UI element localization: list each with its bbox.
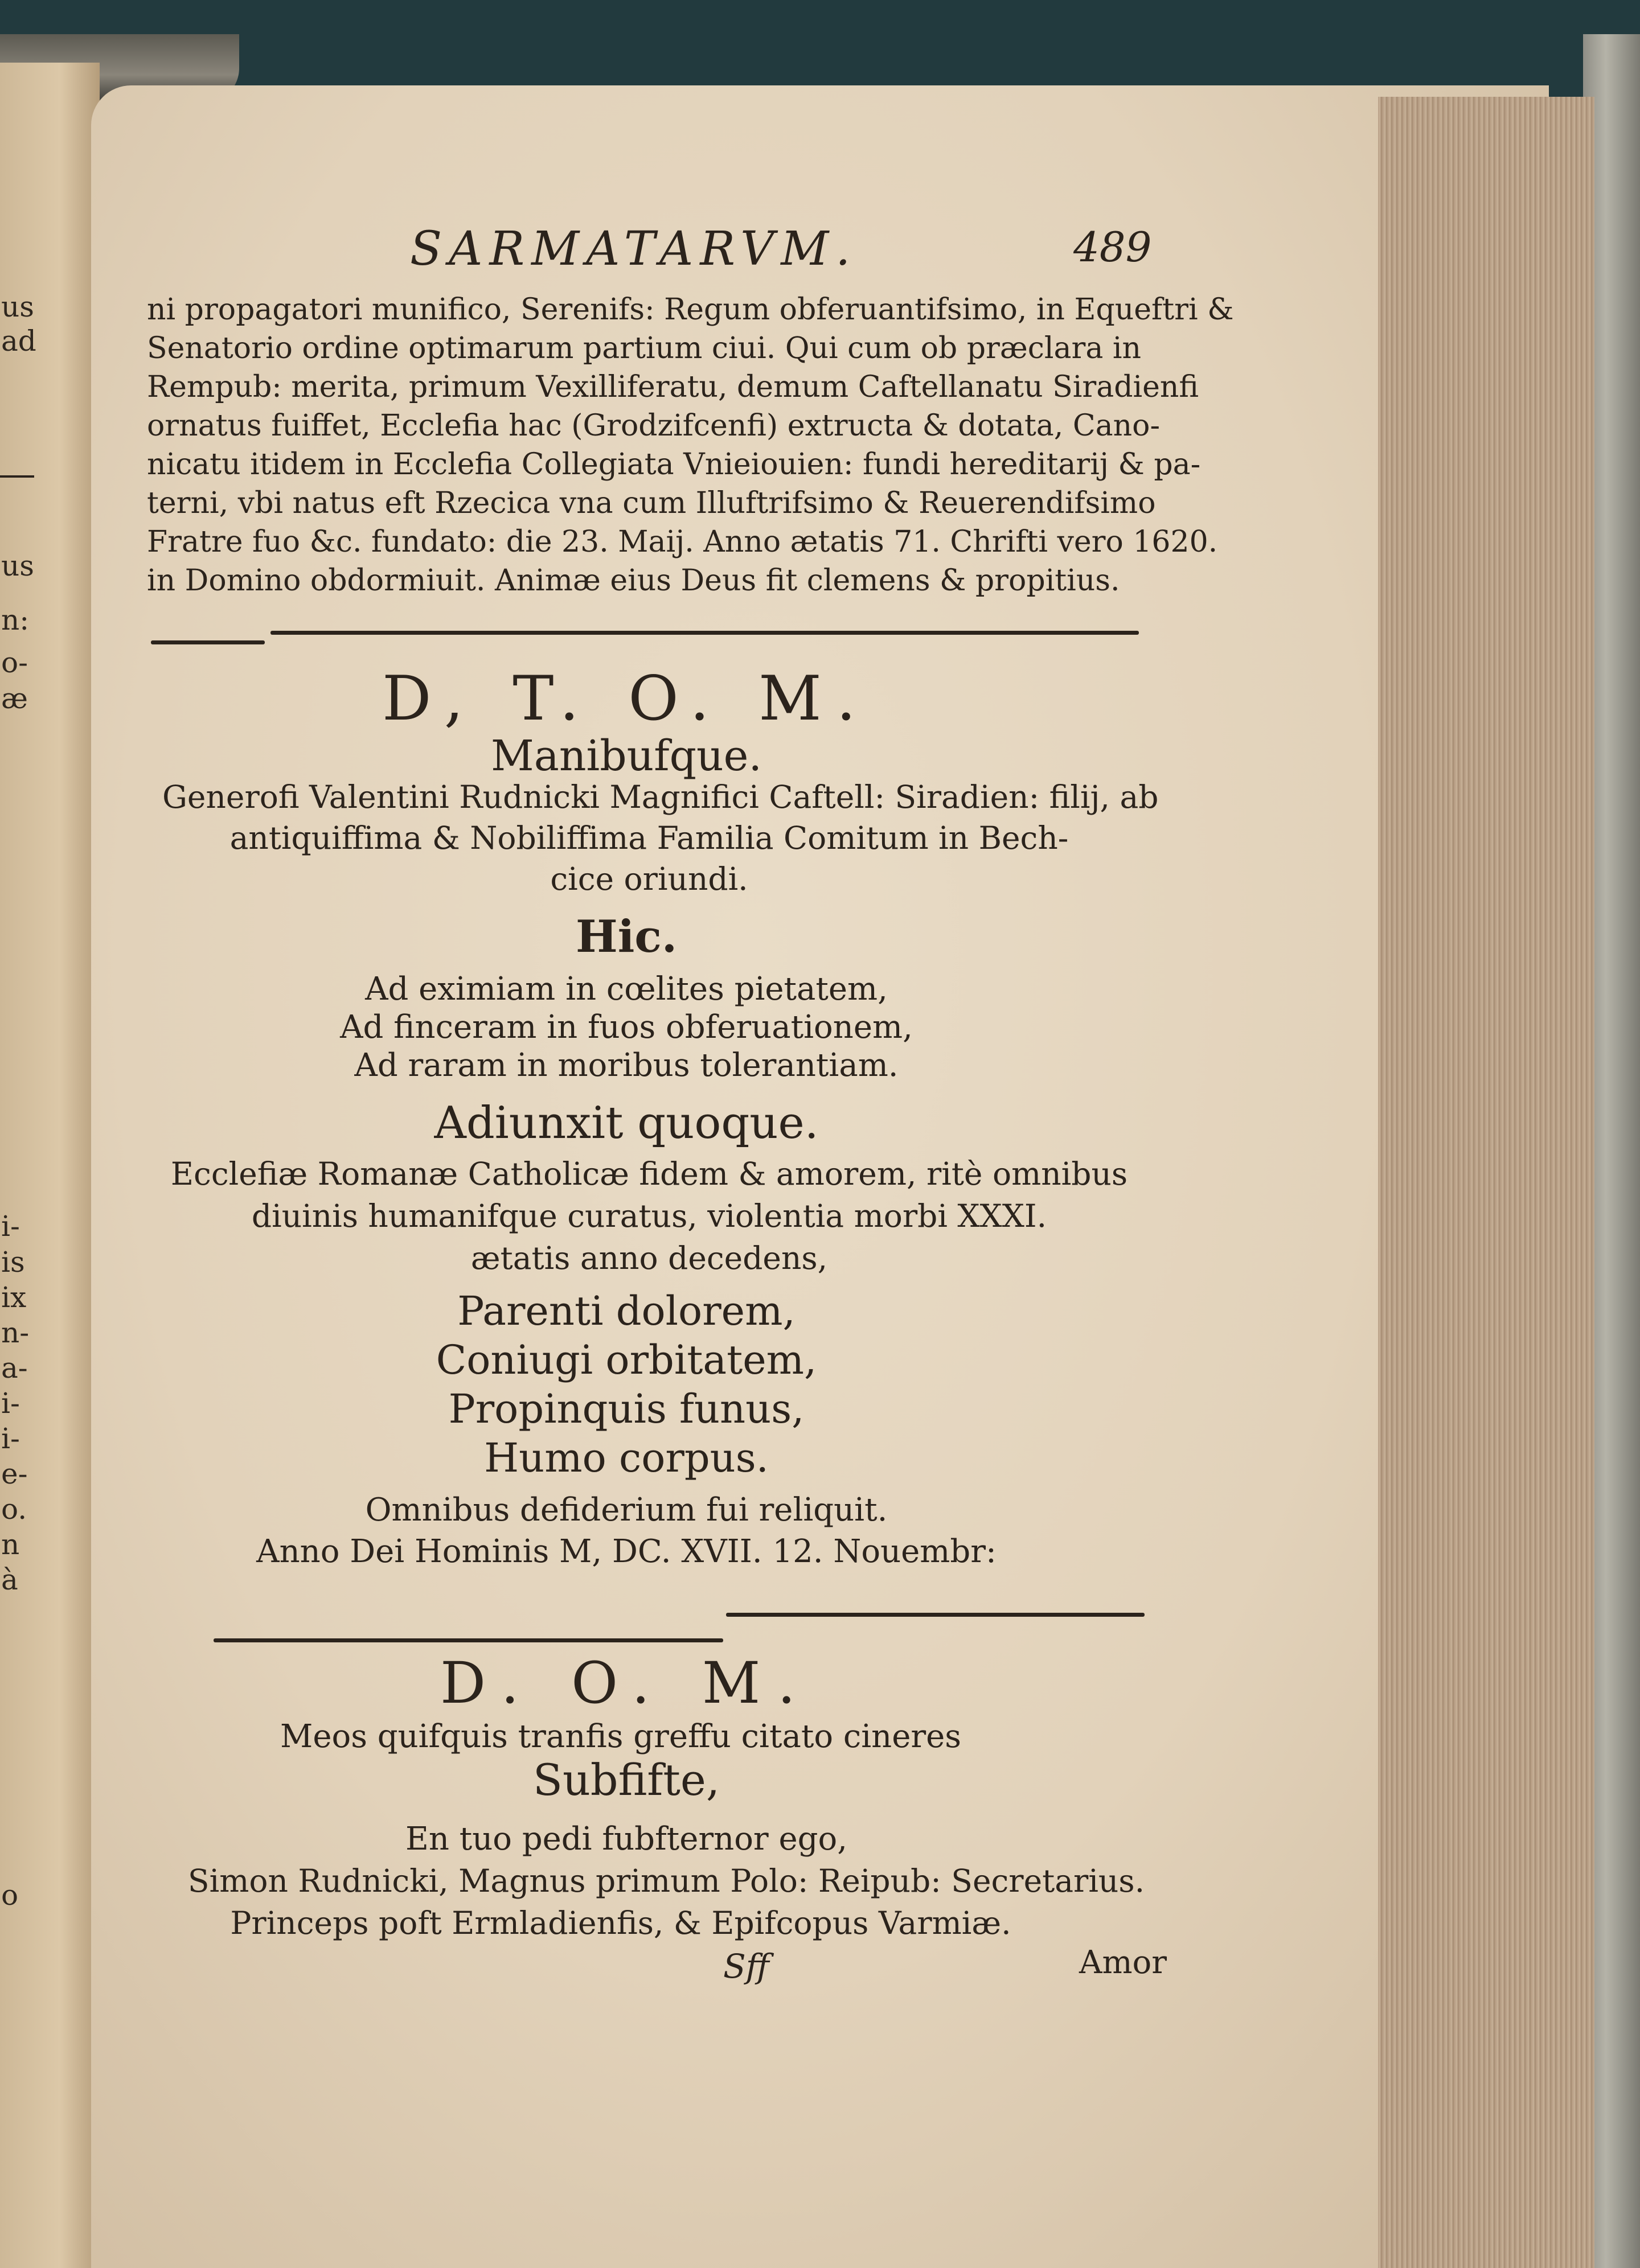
margin-fragment: us bbox=[1, 549, 34, 582]
paragraph-line: Rempub: merita, primum Vexilliferatu, demum Caftellanatu Siradienfi bbox=[147, 370, 1199, 404]
epitaph1-intro-line: antiquiffima & Nobiliffima Familia Comitum in Bech- bbox=[229, 820, 1069, 856]
section-rule bbox=[726, 1613, 1145, 1617]
page-fore-edge bbox=[1378, 97, 1594, 2268]
epitaph1-adiunxit: Adiunxit quoque. bbox=[434, 1098, 819, 1149]
epitaph1-body-line: Ecclefiæ Romanæ Catholicæ fidem & amorem, ritè omnibus bbox=[170, 1156, 1128, 1192]
paragraph-line: nicatu itidem in Ecclefia Collegiata Vnieiouien: fundi hereditarij & pa- bbox=[147, 447, 1201, 482]
running-title: SARMATARVM. bbox=[410, 222, 858, 276]
margin-fragment: i- bbox=[1, 1422, 20, 1455]
paragraph-line: Senatorio ordine optimarum partium ciui. Qui cum ob præclara in bbox=[147, 331, 1141, 365]
epitaph1-virtue-line: Ad eximiam in cœlites pietatem, bbox=[365, 971, 888, 1008]
epitaph2-line: En tuo pedi fubfternor ego, bbox=[405, 1821, 847, 1858]
epitaph1-virtue-line: Ad raram in moribus tolerantiam. bbox=[354, 1047, 899, 1084]
facing-page bbox=[0, 63, 100, 2268]
epitaph1-subheading: Manibufque. bbox=[491, 732, 762, 780]
margin-fragment: ad bbox=[1, 324, 36, 358]
margin-fragment: à bbox=[1, 1563, 18, 1596]
epitaph2-line: Simon Rudnicki, Magnus primum Polo: Reipub: Secretarius. bbox=[187, 1863, 1145, 1899]
epitaph1-date: Anno Dei Hominis M, DC. XVII. 12. Nouembr: bbox=[256, 1533, 997, 1570]
margin-fragment: is bbox=[1, 1246, 25, 1279]
signature-mark: Sff bbox=[723, 1947, 769, 1986]
epitaph1-heading: D, T. O. M. bbox=[382, 663, 871, 734]
paragraph-line: ornatus fuiffet, Ecclefia hac (Grodzifcenfi) extructa & dotata, Cano- bbox=[147, 409, 1161, 443]
page-number: 489 bbox=[1073, 223, 1152, 271]
paragraph-line: ni propagatori munifico, Serenifs: Regum obferuantifsimo, in Equeftri & bbox=[147, 293, 1234, 327]
margin-fragment: n bbox=[1, 1528, 20, 1561]
section-rule bbox=[151, 640, 265, 644]
section-rule bbox=[270, 631, 1139, 635]
epitaph2-heading: D. O. M. bbox=[440, 1650, 813, 1716]
epitaph2-subfiste: Subfifte, bbox=[532, 1755, 720, 1805]
margin-fragment: n: bbox=[1, 603, 30, 636]
margin-fragment: us bbox=[1, 290, 34, 323]
epitaph2-line: Meos quifquis tranfis greffu citato cineres bbox=[280, 1718, 961, 1755]
epitaph1-hic: Hic. bbox=[576, 911, 677, 963]
epitaph1-legacy-line: Parenti dolorem, bbox=[457, 1288, 796, 1334]
margin-rule bbox=[0, 475, 34, 478]
margin-fragment: i- bbox=[1, 1210, 20, 1243]
paragraph-line: terni, vbi natus eft Rzecica vna cum Illuftrifsimo & Reuerendifsimo bbox=[147, 486, 1156, 520]
margin-fragment: n- bbox=[1, 1316, 30, 1349]
section-rule bbox=[214, 1638, 723, 1642]
epitaph2-line: Princeps poft Ermladienfis, & Epifcopus Varmiæ. bbox=[230, 1905, 1011, 1941]
catchword: Amor bbox=[1079, 1944, 1167, 1981]
paragraph-line: Fratre fuo &c. fundato: die 23. Maij. Anno ætatis 71. Chrifti vero 1620. bbox=[147, 525, 1218, 559]
epitaph1-virtue-line: Ad finceram in fuos obferuationem, bbox=[340, 1009, 913, 1046]
margin-fragment: æ bbox=[1, 682, 28, 715]
margin-fragment: a- bbox=[1, 1351, 28, 1384]
epitaph1-body-line: ætatis anno decedens, bbox=[470, 1240, 828, 1276]
epitaph1-body-line: diuinis humanifque curatus, violentia morbi XXXI. bbox=[251, 1198, 1047, 1234]
margin-fragment: i- bbox=[1, 1387, 20, 1420]
epitaph1-legacy-line: Propinquis funus, bbox=[448, 1386, 805, 1432]
margin-fragment: ix bbox=[1, 1281, 27, 1314]
epitaph1-closing: Omnibus defiderium fui reliquit. bbox=[365, 1492, 888, 1529]
margin-fragment: e- bbox=[1, 1457, 28, 1490]
paragraph-line: in Domino obdormiuit. Animæ eius Deus fit clemens & propitius. bbox=[147, 564, 1120, 598]
epitaph1-legacy-line: Coniugi orbitatem, bbox=[436, 1337, 817, 1383]
margin-fragment: o. bbox=[1, 1493, 27, 1526]
epitaph1-legacy-line: Humo corpus. bbox=[484, 1435, 769, 1481]
margin-fragment: o bbox=[1, 1879, 19, 1912]
epitaph1-intro-line: cice oriundi. bbox=[550, 861, 748, 897]
margin-fragment: o- bbox=[1, 646, 28, 679]
epitaph1-intro-line: Generofi Valentini Rudnicki Magnifici Caftell: Siradien: filij, ab bbox=[162, 779, 1159, 815]
